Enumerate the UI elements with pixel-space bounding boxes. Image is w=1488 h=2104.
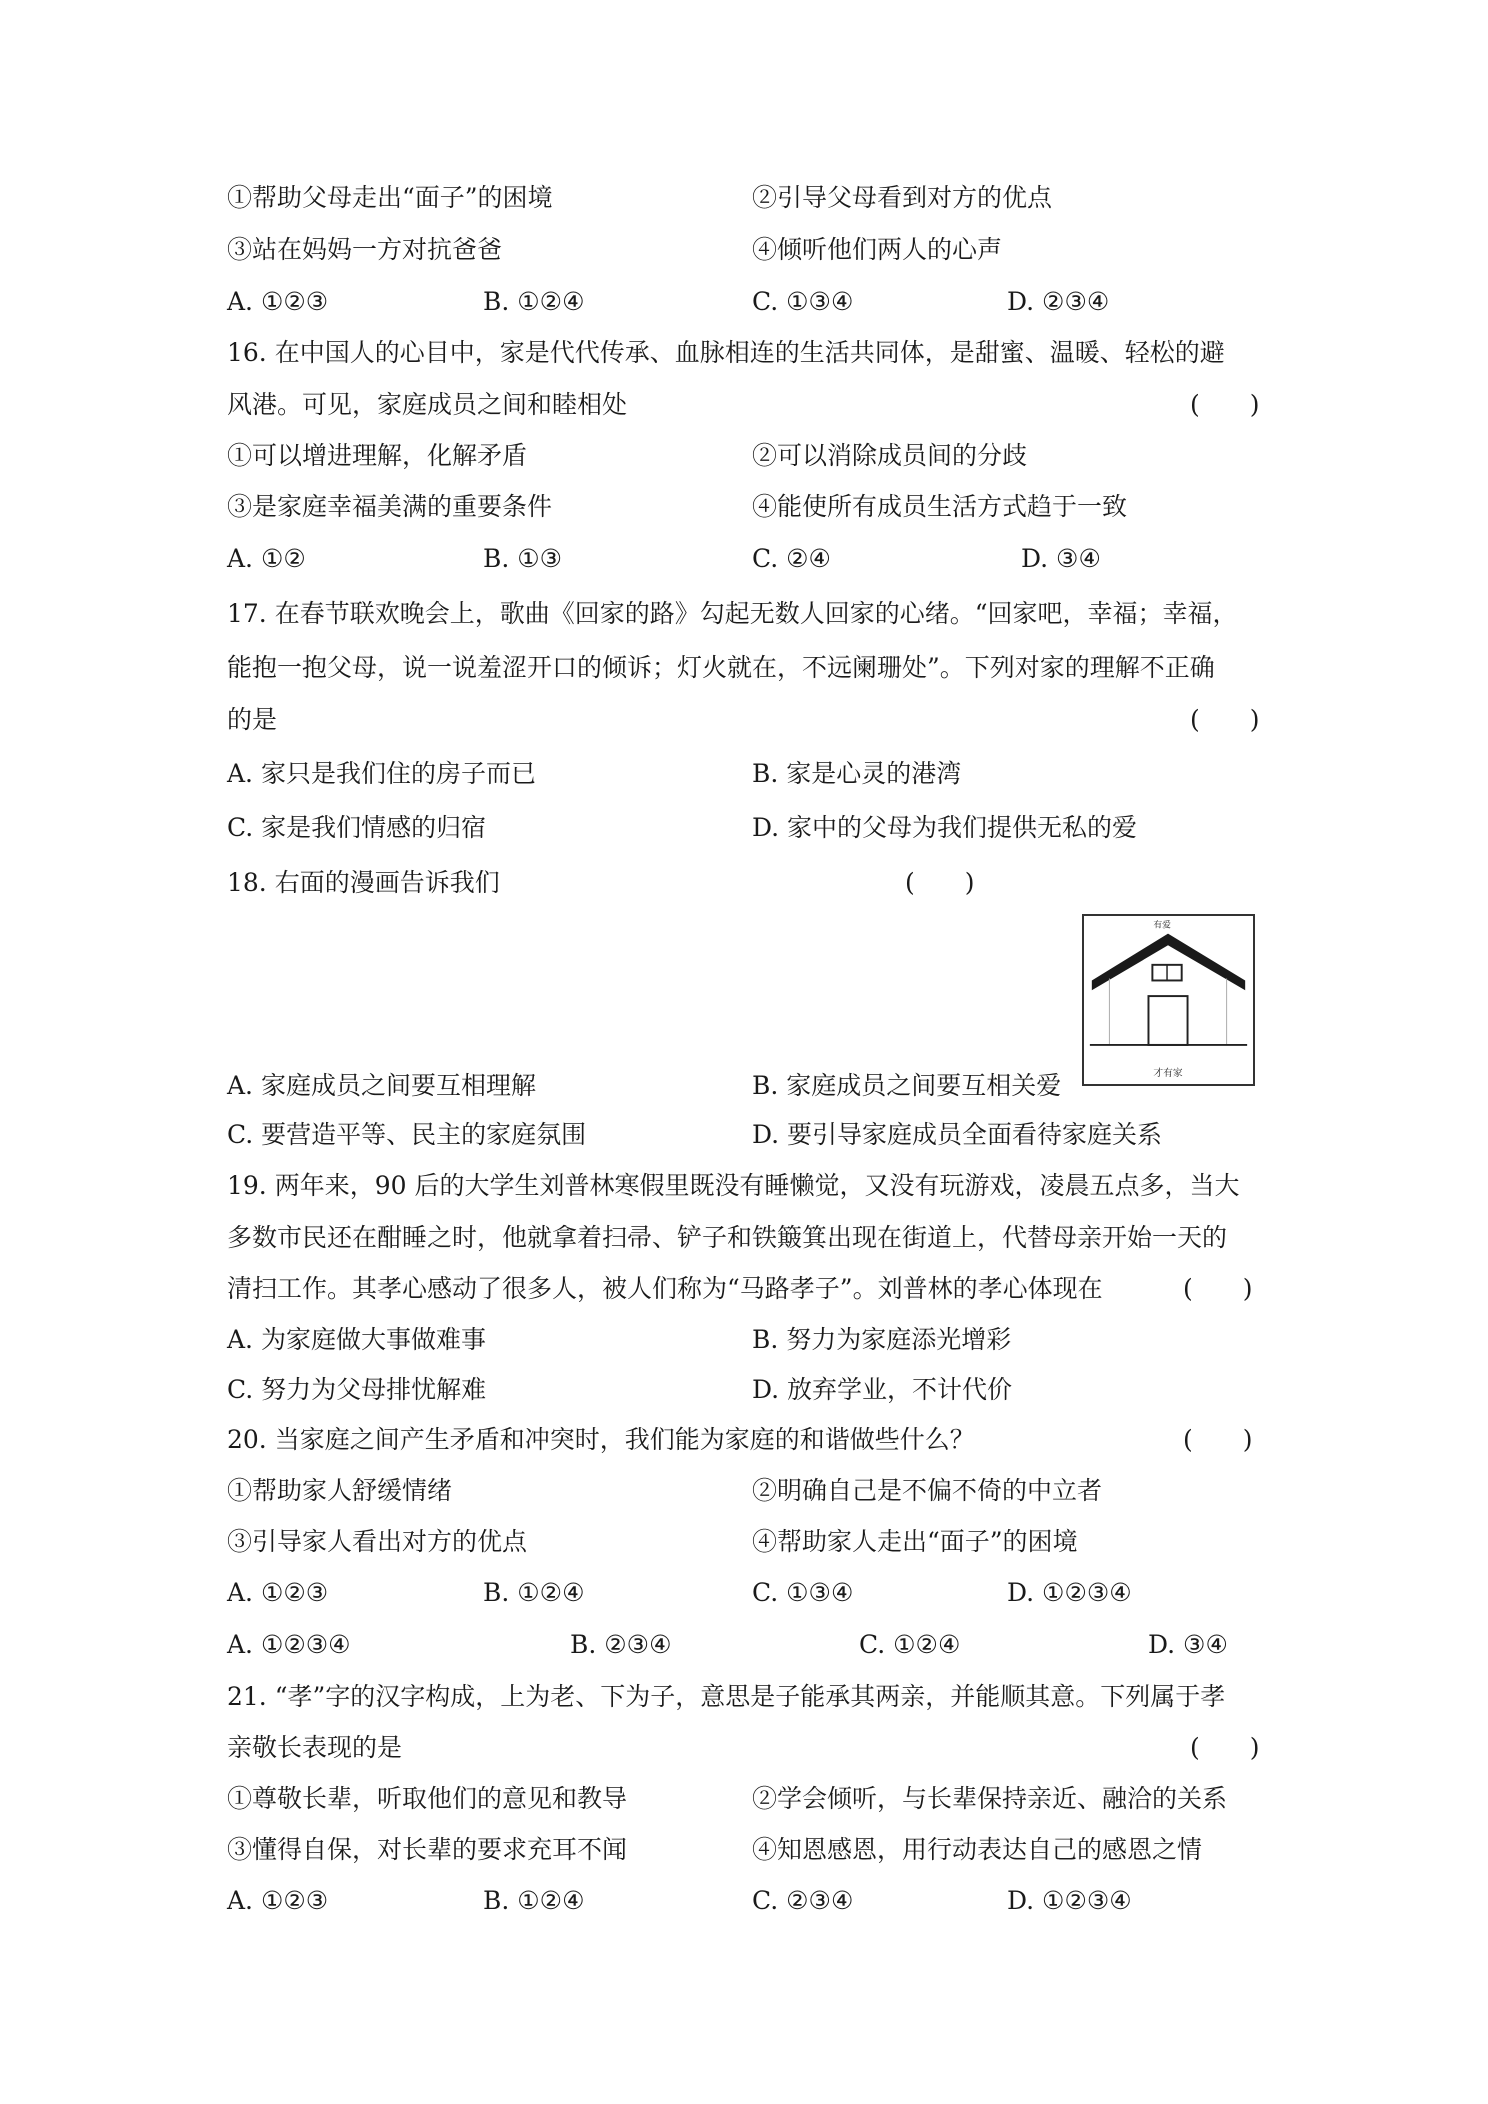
q20-stem-line-1: 20. 当家庭之间产生矛盾和冲突时，我们能为家庭的和谐做些什么？ (227, 1425, 975, 1454)
q20-choice-a: A. ①②③ (227, 1578, 329, 1607)
q16-choice-c: C. ②④ (752, 544, 831, 573)
q19-answer-blank: ( ) (1183, 1274, 1253, 1303)
q16-option-2: ②可以消除成员间的分歧 (752, 441, 1028, 470)
q15-option-1: ①帮助父母走出“面子”的困境 (227, 183, 553, 212)
q21-stem-line-1: 21. “孝”字的汉字构成，上为老、下为子，意思是子能承其两亲，并能顺其意。下列属于孝 (227, 1682, 1226, 1711)
q16-stem-line-1: 16. 在中国人的心目中，家是代代传承、血脉相连的生活共同体，是甜蜜、温暖、轻松的避 (227, 338, 1225, 367)
q15-option-2: ②引导父母看到对方的优点 (752, 183, 1053, 212)
q20-choice-b: B. ①②④ (483, 1578, 585, 1607)
q17-choice-c: C. 家是我们情感的归宿 (227, 813, 487, 842)
q20-option-4: ④帮助家人走出“面子”的困境 (752, 1527, 1078, 1556)
q20-answer-blank: ( ) (1183, 1425, 1253, 1454)
q19-stem-line-2: 多数市民还在酣睡之时，他就拿着扫帚、铲子和铁簸箕出现在街道上，代替母亲开始一天的 (227, 1223, 1228, 1252)
q21-option-4: ④知恩感恩，用行动表达自己的感恩之情 (752, 1835, 1203, 1864)
q16-choice-a: A. ①② (227, 544, 306, 573)
q18-choice-a: A. 家庭成员之间要互相理解 (227, 1071, 536, 1100)
q20-alt-choice-a: A. ①②③④ (227, 1630, 351, 1659)
cartoon-bottom-caption: 才有家 (1153, 1068, 1183, 1080)
q20-choice-d: D. ①②③④ (1007, 1578, 1132, 1607)
q15-choice-b: B. ①②④ (483, 287, 585, 316)
q21-choice-d: D. ①②③④ (1007, 1886, 1132, 1915)
q19-stem-line-1: 19. 两年来，90 后的大学生刘普林寒假里既没有睡懒觉，又没有玩游戏，凌晨五点多，当大 (227, 1171, 1240, 1200)
q16-option-4: ④能使所有成员生活方式趋于一致 (752, 492, 1128, 521)
q18-choice-c: C. 要营造平等、民主的家庭氛围 (227, 1120, 587, 1149)
q20-option-1: ①帮助家人舒缓情绪 (227, 1476, 453, 1505)
q17-stem-line-3: 的是 (227, 705, 278, 734)
q20-alt-choice-b: B. ②③④ (570, 1630, 672, 1659)
q21-stem-line-2: 亲敬长表现的是 (227, 1733, 403, 1762)
q21-choice-b: B. ①②④ (483, 1886, 585, 1915)
q17-choice-a: A. 家只是我们住的房子而已 (227, 759, 536, 788)
house-cartoon-drawing (1084, 916, 1253, 1084)
q20-alt-choice-c: C. ①②④ (859, 1630, 961, 1659)
q17-choice-b: B. 家是心灵的港湾 (752, 759, 962, 788)
q16-answer-blank: ( ) (1190, 390, 1260, 419)
q16-option-3: ③是家庭幸福美满的重要条件 (227, 492, 553, 521)
q19-choice-d: D. 放弃学业，不计代价 (752, 1375, 1013, 1404)
q15-option-4: ④倾听他们两人的心声 (752, 235, 1003, 264)
q19-choice-c: C. 努力为父母排忧解难 (227, 1375, 487, 1404)
q21-choice-c: C. ②③④ (752, 1886, 854, 1915)
q21-choice-a: A. ①②③ (227, 1886, 329, 1915)
q20-option-3: ③引导家人看出对方的优点 (227, 1527, 528, 1556)
q20-option-2: ②明确自己是不偏不倚的中立者 (752, 1476, 1103, 1505)
q16-option-1: ①可以增进理解，化解矛盾 (227, 441, 528, 470)
q19-choice-b: B. 努力为家庭添光增彩 (752, 1325, 1012, 1354)
q17-answer-blank: ( ) (1190, 705, 1260, 734)
q19-choice-a: A. 为家庭做大事做难事 (227, 1325, 486, 1354)
q16-stem-line-2: 风港。可见，家庭成员之间和睦相处 (227, 390, 628, 419)
q20-alt-choice-d: D. ③④ (1148, 1630, 1228, 1659)
q15-choice-a: A. ①②③ (227, 287, 329, 316)
q15-choice-d: D. ②③④ (1007, 287, 1110, 316)
q18-choice-b: B. 家庭成员之间要互相关爱 (752, 1071, 1062, 1100)
q18-answer-blank: ( ) (905, 868, 975, 897)
q17-choice-d: D. 家中的父母为我们提供无私的爱 (752, 813, 1138, 842)
q17-stem-line-2: 能抱一抱父母，说一说羞涩开口的倾诉；灯火就在，不远阑珊处”。下列对家的理解不正确 (227, 653, 1215, 682)
cartoon-top-caption: 有爱 (1153, 920, 1171, 931)
q15-option-3: ③站在妈妈一方对抗爸爸 (227, 235, 503, 264)
house-cartoon (1082, 914, 1255, 1086)
roof-shape (1092, 934, 1245, 991)
q15-choice-c: C. ①③④ (752, 287, 854, 316)
q21-option-2: ②学会倾听，与长辈保持亲近、融洽的关系 (752, 1784, 1228, 1813)
q17-stem-line-1: 17. 在春节联欢晚会上，歌曲《回家的路》勾起无数人回家的心绪。“回家吧，幸福；幸福， (227, 599, 1238, 628)
door-shape (1148, 996, 1187, 1045)
q18-stem-line-1: 18. 右面的漫画告诉我们 (227, 868, 500, 897)
q16-choice-b: B. ①③ (483, 544, 563, 573)
q20-choice-c: C. ①③④ (752, 1578, 854, 1607)
q18-choice-d: D. 要引导家庭成员全面看待家庭关系 (752, 1120, 1163, 1149)
q19-stem-line-3: 清扫工作。其孝心感动了很多人，被人们称为“马路孝子”。刘普林的孝心体现在 (227, 1274, 1103, 1303)
q16-choice-d: D. ③④ (1021, 544, 1101, 573)
q21-option-1: ①尊敬长辈，听取他们的意见和教导 (227, 1784, 628, 1813)
q21-answer-blank: ( ) (1190, 1733, 1260, 1762)
q21-option-3: ③懂得自保，对长辈的要求充耳不闻 (227, 1835, 628, 1864)
